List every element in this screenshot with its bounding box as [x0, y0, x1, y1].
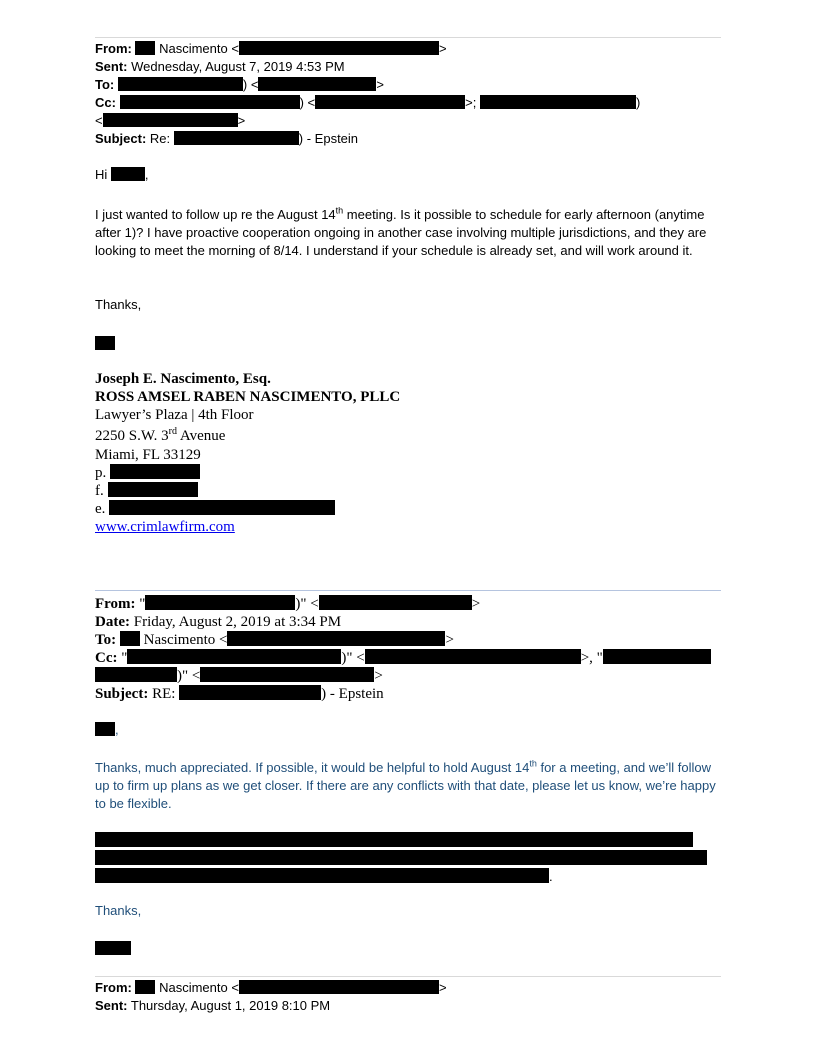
signature-address1: Lawyer’s Plaza | 4th Floor	[95, 407, 254, 423]
redaction	[95, 722, 115, 736]
signature-firm: ROSS AMSEL RABEN NASCIMENTO, PLLC	[95, 389, 401, 405]
redaction	[365, 649, 581, 664]
redaction	[258, 77, 376, 91]
redaction	[179, 685, 321, 700]
redaction	[103, 113, 238, 127]
redaction	[120, 95, 300, 109]
email1-body: I just wanted to follow up re the August 14th meeting. Is it possible to schedule for early afternoon (anytime after 1)? I have proactive cooperation ongoing in another case involving multiple jurisdictions, and they are looking to meet the morning of 8/14. I understand if your schedule is already set, and will work around it.	[95, 205, 707, 258]
email3-from-line: From: Nascimento < >	[95, 980, 447, 995]
redaction	[95, 850, 707, 865]
email2-from-line: From: " )" < >	[95, 596, 481, 612]
email2-cc-line: Cc: " )" < >, "	[95, 649, 711, 667]
redaction	[120, 631, 140, 646]
redaction	[239, 980, 439, 994]
redaction	[95, 941, 131, 955]
website-link[interactable]: www.crimlawfirm.com	[95, 519, 235, 535]
redaction	[239, 41, 439, 55]
email2-subject-line: Subject: RE: ) - Epstein	[95, 686, 384, 702]
email1-sent-line: Sent: Wednesday, August 7, 2019 4:53 PM	[95, 59, 345, 74]
redaction	[95, 667, 177, 682]
redaction	[118, 77, 243, 91]
email1-cc-line: Cc: ) < >; )	[95, 95, 641, 110]
redaction	[95, 868, 549, 883]
email2-greeting: ,	[95, 722, 119, 737]
signature-city: Miami, FL 33129	[95, 447, 201, 463]
redaction	[127, 649, 341, 664]
header-divider-3	[95, 976, 721, 977]
redaction	[200, 667, 374, 682]
email1-subject-line: Subject: Re: ) - Epstein	[95, 131, 359, 146]
header-divider-1	[95, 37, 721, 38]
signature-phone: p.	[95, 464, 200, 482]
redaction	[109, 500, 335, 515]
email2-to-line: To: Nascimento < >	[95, 632, 454, 648]
email3-sent-line: Sent: Thursday, August 1, 2019 8:10 PM	[95, 998, 331, 1013]
redaction	[145, 595, 295, 610]
email2-date-line: Date: Friday, August 2, 2019 at 3:34 PM	[95, 614, 342, 630]
email1-cc-line2: < >	[95, 113, 246, 128]
redaction	[227, 631, 445, 646]
redaction	[135, 980, 155, 994]
redaction	[135, 41, 155, 55]
email1-to-line: To: ) < >	[95, 77, 385, 92]
redaction	[110, 464, 200, 479]
redaction	[174, 131, 299, 145]
email2-thanks: Thanks,	[95, 903, 142, 918]
signature-website	[95, 518, 235, 536]
signature-fax: f.	[95, 482, 198, 500]
email2-body: Thanks, much appreciated. If possible, it would be helpful to hold August 14th for a meeting, and we’ll follow up to firm up plans as we get closer. If there are any conflicts with that date, please let us know, we’re happy to be flexible.	[95, 758, 716, 811]
redaction	[480, 95, 636, 109]
signature-email: e.	[95, 500, 335, 518]
email1-greeting: Hi ,	[95, 167, 149, 182]
redaction	[108, 482, 198, 497]
header-divider-2	[95, 590, 721, 591]
redaction	[95, 832, 693, 847]
email1-thanks: Thanks,	[95, 297, 142, 312]
redacted-paragraph-end: .	[95, 868, 553, 884]
signature-name: Joseph E. Nascimento, Esq.	[95, 371, 271, 387]
redaction	[315, 95, 465, 109]
redaction	[95, 336, 115, 350]
email2-cc-line2: )" < >	[95, 667, 383, 685]
signature-address2: 2250 S.W. 3rd Avenue	[95, 426, 226, 444]
redaction	[111, 167, 145, 181]
email1-from-line: From: Nascimento < >	[95, 41, 447, 56]
redaction	[603, 649, 711, 664]
redaction	[319, 595, 472, 610]
